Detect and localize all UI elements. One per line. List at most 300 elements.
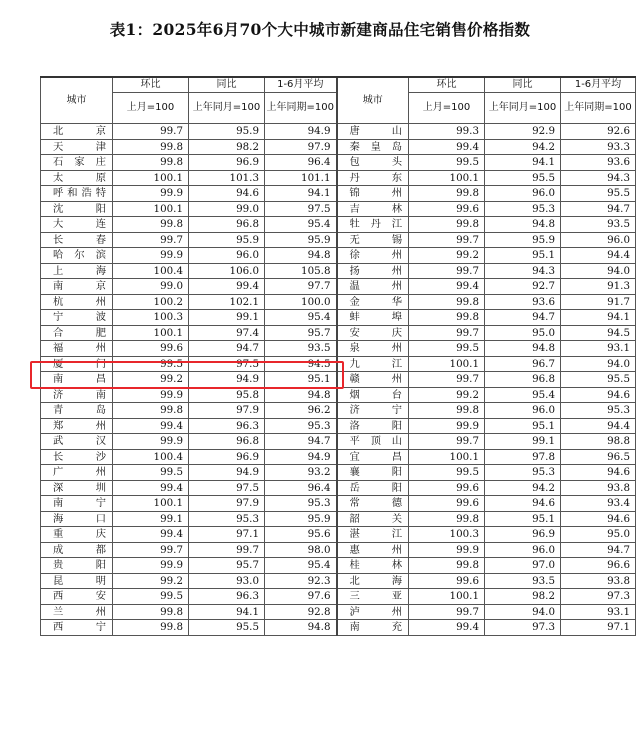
right-avg-cell: 94.4 — [561, 248, 636, 264]
header-avg-base-right: 上年同期=100 — [561, 93, 636, 124]
right-avg-cell: 93.5 — [561, 217, 636, 233]
right-mom-cell: 99.2 — [409, 248, 485, 264]
left-city-cell: 上 海 — [41, 263, 113, 279]
right-yoy-cell: 96.0 — [485, 403, 561, 419]
left-avg-cell: 98.0 — [265, 542, 337, 558]
right-avg-cell: 94.6 — [561, 465, 636, 481]
right-yoy-cell: 94.3 — [485, 263, 561, 279]
right-yoy-cell: 96.8 — [485, 372, 561, 388]
right-mom-cell: 99.8 — [409, 217, 485, 233]
left-avg-cell: 100.0 — [265, 294, 337, 310]
left-yoy-cell: 95.8 — [189, 387, 265, 403]
right-mom-cell: 99.6 — [409, 496, 485, 512]
right-city-cell: 平 顶 山 — [337, 434, 409, 450]
price-index-table — [40, 76, 636, 636]
left-yoy-cell: 93.0 — [189, 573, 265, 589]
left-city-cell: 北 京 — [41, 124, 113, 140]
right-mom-cell: 99.8 — [409, 403, 485, 419]
left-avg-cell: 95.3 — [265, 496, 337, 512]
right-city-cell: 常 德 — [337, 496, 409, 512]
right-city-cell: 包 头 — [337, 155, 409, 171]
left-city-cell: 大 连 — [41, 217, 113, 233]
table-row — [41, 620, 636, 636]
left-avg-cell: 95.9 — [265, 511, 337, 527]
left-yoy-cell: 101.3 — [189, 170, 265, 186]
right-city-cell: 扬 州 — [337, 263, 409, 279]
table-row — [41, 558, 636, 574]
left-yoy-cell: 97.9 — [189, 403, 265, 419]
header-mom-base-right: 上月=100 — [409, 93, 485, 124]
right-mom-cell: 99.4 — [409, 279, 485, 295]
right-mom-cell: 99.4 — [409, 139, 485, 155]
right-city-cell: 徐 州 — [337, 248, 409, 264]
right-mom-cell: 100.1 — [409, 589, 485, 605]
left-city-cell: 成 都 — [41, 542, 113, 558]
left-avg-cell: 97.6 — [265, 589, 337, 605]
right-city-cell: 赣 州 — [337, 372, 409, 388]
left-city-cell: 海 口 — [41, 511, 113, 527]
table-row — [41, 449, 636, 465]
table-row — [41, 527, 636, 543]
left-mom-cell: 99.5 — [113, 356, 189, 372]
right-avg-cell: 93.3 — [561, 139, 636, 155]
left-yoy-cell: 96.3 — [189, 589, 265, 605]
header-yoy-left: 同比 — [189, 77, 265, 93]
right-city-cell: 湛 江 — [337, 527, 409, 543]
right-avg-cell: 98.8 — [561, 434, 636, 450]
right-city-cell: 南 充 — [337, 620, 409, 636]
left-yoy-cell: 96.8 — [189, 217, 265, 233]
left-yoy-cell: 96.8 — [189, 434, 265, 450]
right-yoy-cell: 97.0 — [485, 558, 561, 574]
left-avg-cell: 92.3 — [265, 573, 337, 589]
right-avg-cell: 93.4 — [561, 496, 636, 512]
left-mom-cell: 99.9 — [113, 186, 189, 202]
right-avg-cell: 93.8 — [561, 573, 636, 589]
table-row — [41, 604, 636, 620]
left-mom-cell: 99.5 — [113, 589, 189, 605]
table-row — [41, 403, 636, 419]
right-avg-cell: 95.5 — [561, 372, 636, 388]
left-avg-cell: 96.4 — [265, 480, 337, 496]
left-mom-cell: 99.8 — [113, 620, 189, 636]
right-yoy-cell: 95.1 — [485, 248, 561, 264]
right-avg-cell: 93.6 — [561, 155, 636, 171]
left-avg-cell: 94.8 — [265, 387, 337, 403]
header-yoy-base-left: 上年同月=100 — [189, 93, 265, 124]
right-avg-cell: 97.1 — [561, 620, 636, 636]
right-mom-cell: 99.6 — [409, 201, 485, 217]
right-yoy-cell: 94.8 — [485, 217, 561, 233]
right-avg-cell: 97.3 — [561, 589, 636, 605]
header-city-left: 城市 — [41, 77, 113, 124]
right-mom-cell: 99.6 — [409, 480, 485, 496]
right-yoy-cell: 97.8 — [485, 449, 561, 465]
left-avg-cell: 95.4 — [265, 558, 337, 574]
right-mom-cell: 100.1 — [409, 170, 485, 186]
header-yoy-right: 同比 — [485, 77, 561, 93]
right-mom-cell: 100.3 — [409, 527, 485, 543]
table-row — [41, 341, 636, 357]
left-yoy-cell: 98.2 — [189, 139, 265, 155]
right-city-cell: 唐 山 — [337, 124, 409, 140]
left-city-cell: 厦 门 — [41, 356, 113, 372]
right-yoy-cell: 95.4 — [485, 387, 561, 403]
right-city-cell: 惠 州 — [337, 542, 409, 558]
right-mom-cell: 99.7 — [409, 232, 485, 248]
right-mom-cell: 100.1 — [409, 449, 485, 465]
left-avg-cell: 95.6 — [265, 527, 337, 543]
left-mom-cell: 100.1 — [113, 325, 189, 341]
right-city-cell: 九 江 — [337, 356, 409, 372]
right-yoy-cell: 99.1 — [485, 434, 561, 450]
right-mom-cell: 99.7 — [409, 263, 485, 279]
header-mom-left: 环比 — [113, 77, 189, 93]
right-city-cell: 吉 林 — [337, 201, 409, 217]
right-avg-cell: 94.6 — [561, 387, 636, 403]
table-row — [41, 294, 636, 310]
left-avg-cell: 97.9 — [265, 139, 337, 155]
left-mom-cell: 99.8 — [113, 217, 189, 233]
right-yoy-cell: 96.0 — [485, 542, 561, 558]
right-mom-cell: 99.7 — [409, 372, 485, 388]
left-yoy-cell: 94.9 — [189, 465, 265, 481]
right-city-cell: 蚌 埠 — [337, 310, 409, 326]
left-avg-cell: 94.9 — [265, 124, 337, 140]
table-row — [41, 356, 636, 372]
right-yoy-cell: 96.9 — [485, 527, 561, 543]
left-avg-cell: 94.1 — [265, 186, 337, 202]
left-yoy-cell: 106.0 — [189, 263, 265, 279]
left-avg-cell: 95.4 — [265, 217, 337, 233]
table-row — [41, 372, 636, 388]
right-city-cell: 牡 丹 江 — [337, 217, 409, 233]
page-title: 表1：2025年6月70个大中城市新建商品住宅销售价格指数 — [109, 20, 531, 39]
left-city-cell: 长 沙 — [41, 449, 113, 465]
left-yoy-cell: 102.1 — [189, 294, 265, 310]
left-city-cell: 重 庆 — [41, 527, 113, 543]
table-row — [41, 480, 636, 496]
left-yoy-cell: 94.9 — [189, 372, 265, 388]
left-mom-cell: 99.4 — [113, 480, 189, 496]
table-row — [41, 139, 636, 155]
left-city-cell: 武 汉 — [41, 434, 113, 450]
left-mom-cell: 99.8 — [113, 139, 189, 155]
right-yoy-cell: 94.0 — [485, 604, 561, 620]
left-avg-cell: 97.5 — [265, 201, 337, 217]
left-avg-cell: 94.9 — [265, 449, 337, 465]
table-row — [41, 434, 636, 450]
right-mom-cell: 99.9 — [409, 542, 485, 558]
left-yoy-cell: 97.5 — [189, 356, 265, 372]
left-avg-cell: 94.8 — [265, 248, 337, 264]
right-avg-cell: 95.5 — [561, 186, 636, 202]
left-yoy-cell: 99.7 — [189, 542, 265, 558]
table-row — [41, 573, 636, 589]
left-city-cell: 沈 阳 — [41, 201, 113, 217]
right-mom-cell: 99.5 — [409, 341, 485, 357]
right-yoy-cell: 94.1 — [485, 155, 561, 171]
right-mom-cell: 99.8 — [409, 558, 485, 574]
table-row — [41, 496, 636, 512]
table-row — [41, 279, 636, 295]
left-mom-cell: 99.0 — [113, 279, 189, 295]
table-row — [41, 418, 636, 434]
table-row — [41, 170, 636, 186]
left-avg-cell: 95.3 — [265, 418, 337, 434]
left-mom-cell: 99.7 — [113, 542, 189, 558]
right-city-cell: 安 庆 — [337, 325, 409, 341]
right-avg-cell: 91.3 — [561, 279, 636, 295]
right-yoy-cell: 95.9 — [485, 232, 561, 248]
right-city-cell: 襄 阳 — [337, 465, 409, 481]
right-yoy-cell: 95.3 — [485, 201, 561, 217]
left-city-cell: 郑 州 — [41, 418, 113, 434]
right-city-cell: 金 华 — [337, 294, 409, 310]
header-city-right: 城市 — [337, 77, 409, 124]
left-mom-cell: 100.4 — [113, 449, 189, 465]
left-city-cell: 南 宁 — [41, 496, 113, 512]
right-city-cell: 北 海 — [337, 573, 409, 589]
right-mom-cell: 99.5 — [409, 155, 485, 171]
left-city-cell: 广 州 — [41, 465, 113, 481]
left-city-cell: 福 州 — [41, 341, 113, 357]
left-mom-cell: 99.8 — [113, 403, 189, 419]
right-avg-cell: 94.0 — [561, 263, 636, 279]
right-city-cell: 丹 东 — [337, 170, 409, 186]
right-yoy-cell: 95.1 — [485, 511, 561, 527]
right-avg-cell: 96.0 — [561, 232, 636, 248]
left-avg-cell: 94.8 — [265, 620, 337, 636]
left-mom-cell: 99.2 — [113, 372, 189, 388]
right-city-cell: 济 宁 — [337, 403, 409, 419]
right-avg-cell: 94.7 — [561, 201, 636, 217]
right-mom-cell: 99.8 — [409, 511, 485, 527]
right-city-cell: 温 州 — [337, 279, 409, 295]
left-mom-cell: 99.8 — [113, 155, 189, 171]
right-mom-cell: 99.5 — [409, 465, 485, 481]
right-avg-cell: 94.4 — [561, 418, 636, 434]
left-mom-cell: 99.9 — [113, 387, 189, 403]
left-city-cell: 长 春 — [41, 232, 113, 248]
left-avg-cell: 95.4 — [265, 310, 337, 326]
table-row — [41, 248, 636, 264]
left-city-cell: 合 肥 — [41, 325, 113, 341]
right-yoy-cell: 96.0 — [485, 186, 561, 202]
left-mom-cell: 99.4 — [113, 418, 189, 434]
header-mom-right: 环比 — [409, 77, 485, 93]
left-mom-cell: 99.6 — [113, 341, 189, 357]
table-row — [41, 511, 636, 527]
left-mom-cell: 100.3 — [113, 310, 189, 326]
left-mom-cell: 99.5 — [113, 465, 189, 481]
left-city-cell: 天 津 — [41, 139, 113, 155]
left-yoy-cell: 97.4 — [189, 325, 265, 341]
left-mom-cell: 99.2 — [113, 573, 189, 589]
table-row — [41, 542, 636, 558]
right-avg-cell: 95.3 — [561, 403, 636, 419]
right-avg-cell: 93.1 — [561, 341, 636, 357]
table-row — [41, 155, 636, 171]
right-avg-cell: 92.6 — [561, 124, 636, 140]
right-mom-cell: 99.6 — [409, 573, 485, 589]
right-city-cell: 泉 州 — [337, 341, 409, 357]
left-city-cell: 深 圳 — [41, 480, 113, 496]
right-avg-cell: 94.3 — [561, 170, 636, 186]
right-yoy-cell: 94.7 — [485, 310, 561, 326]
right-avg-cell: 94.5 — [561, 325, 636, 341]
left-avg-cell: 95.1 — [265, 372, 337, 388]
left-mom-cell: 99.4 — [113, 527, 189, 543]
table-row — [41, 589, 636, 605]
left-mom-cell: 99.9 — [113, 434, 189, 450]
left-yoy-cell: 96.3 — [189, 418, 265, 434]
left-yoy-cell: 95.7 — [189, 558, 265, 574]
left-yoy-cell: 96.9 — [189, 155, 265, 171]
right-city-cell: 泸 州 — [337, 604, 409, 620]
left-avg-cell: 105.8 — [265, 263, 337, 279]
right-mom-cell: 99.8 — [409, 310, 485, 326]
header-yoy-base-right: 上年同月=100 — [485, 93, 561, 124]
left-avg-cell: 94.5 — [265, 356, 337, 372]
right-mom-cell: 99.9 — [409, 418, 485, 434]
left-yoy-cell: 96.9 — [189, 449, 265, 465]
table-row — [41, 232, 636, 248]
left-city-cell: 昆 明 — [41, 573, 113, 589]
left-yoy-cell: 94.1 — [189, 604, 265, 620]
right-mom-cell: 99.7 — [409, 325, 485, 341]
right-yoy-cell: 94.8 — [485, 341, 561, 357]
table-row — [41, 325, 636, 341]
right-yoy-cell: 98.2 — [485, 589, 561, 605]
left-city-cell: 兰 州 — [41, 604, 113, 620]
right-mom-cell: 99.2 — [409, 387, 485, 403]
right-yoy-cell: 94.6 — [485, 496, 561, 512]
left-mom-cell: 100.4 — [113, 263, 189, 279]
table-row — [41, 217, 636, 233]
right-city-cell: 宜 昌 — [337, 449, 409, 465]
left-city-cell: 青 岛 — [41, 403, 113, 419]
right-mom-cell: 99.3 — [409, 124, 485, 140]
left-yoy-cell: 95.9 — [189, 124, 265, 140]
left-yoy-cell: 99.0 — [189, 201, 265, 217]
left-yoy-cell: 99.4 — [189, 279, 265, 295]
right-avg-cell: 91.7 — [561, 294, 636, 310]
right-avg-cell: 93.1 — [561, 604, 636, 620]
right-city-cell: 三 亚 — [337, 589, 409, 605]
right-mom-cell: 100.1 — [409, 356, 485, 372]
header-avg-base-left: 上年同期=100 — [265, 93, 337, 124]
left-yoy-cell: 95.3 — [189, 511, 265, 527]
right-city-cell: 桂 林 — [337, 558, 409, 574]
right-yoy-cell: 92.9 — [485, 124, 561, 140]
right-yoy-cell: 92.7 — [485, 279, 561, 295]
header-avg-right: 1-6月平均 — [561, 77, 636, 93]
left-mom-cell: 99.1 — [113, 511, 189, 527]
right-yoy-cell: 96.7 — [485, 356, 561, 372]
left-city-cell: 济 南 — [41, 387, 113, 403]
left-mom-cell: 100.1 — [113, 170, 189, 186]
left-avg-cell: 92.8 — [265, 604, 337, 620]
right-city-cell: 无 锡 — [337, 232, 409, 248]
left-avg-cell: 95.7 — [265, 325, 337, 341]
right-city-cell: 洛 阳 — [337, 418, 409, 434]
right-avg-cell: 95.0 — [561, 527, 636, 543]
left-yoy-cell: 97.5 — [189, 480, 265, 496]
table-row — [41, 387, 636, 403]
left-avg-cell: 97.7 — [265, 279, 337, 295]
left-mom-cell: 99.9 — [113, 558, 189, 574]
table-row — [41, 124, 636, 140]
left-yoy-cell: 95.5 — [189, 620, 265, 636]
right-avg-cell: 93.8 — [561, 480, 636, 496]
right-yoy-cell: 93.6 — [485, 294, 561, 310]
header-avg-left: 1-6月平均 — [265, 77, 337, 93]
right-city-cell: 烟 台 — [337, 387, 409, 403]
right-mom-cell: 99.7 — [409, 434, 485, 450]
left-city-cell: 南 京 — [41, 279, 113, 295]
table-row — [41, 310, 636, 326]
left-city-cell: 西 宁 — [41, 620, 113, 636]
right-yoy-cell: 94.2 — [485, 480, 561, 496]
left-avg-cell: 95.9 — [265, 232, 337, 248]
right-city-cell: 岳 阳 — [337, 480, 409, 496]
left-avg-cell: 93.2 — [265, 465, 337, 481]
left-city-cell: 杭 州 — [41, 294, 113, 310]
left-mom-cell: 99.8 — [113, 604, 189, 620]
left-city-cell: 哈 尔 滨 — [41, 248, 113, 264]
left-avg-cell: 101.1 — [265, 170, 337, 186]
right-mom-cell: 99.8 — [409, 186, 485, 202]
left-mom-cell: 99.7 — [113, 232, 189, 248]
left-avg-cell: 93.5 — [265, 341, 337, 357]
right-yoy-cell: 93.5 — [485, 573, 561, 589]
table-row — [41, 465, 636, 481]
left-avg-cell: 94.7 — [265, 434, 337, 450]
right-avg-cell: 96.5 — [561, 449, 636, 465]
left-mom-cell: 99.9 — [113, 248, 189, 264]
left-city-cell: 石 家 庄 — [41, 155, 113, 171]
left-yoy-cell: 97.9 — [189, 496, 265, 512]
left-yoy-cell: 95.9 — [189, 232, 265, 248]
right-city-cell: 锦 州 — [337, 186, 409, 202]
right-yoy-cell: 97.3 — [485, 620, 561, 636]
right-yoy-cell: 95.3 — [485, 465, 561, 481]
left-city-cell: 西 安 — [41, 589, 113, 605]
left-yoy-cell: 94.6 — [189, 186, 265, 202]
left-yoy-cell: 97.1 — [189, 527, 265, 543]
left-city-cell: 南 昌 — [41, 372, 113, 388]
right-mom-cell: 99.7 — [409, 604, 485, 620]
right-avg-cell: 94.7 — [561, 542, 636, 558]
left-mom-cell: 100.2 — [113, 294, 189, 310]
left-city-cell: 太 原 — [41, 170, 113, 186]
left-city-cell: 贵 阳 — [41, 558, 113, 574]
left-city-cell: 宁 波 — [41, 310, 113, 326]
right-mom-cell: 99.4 — [409, 620, 485, 636]
right-yoy-cell: 94.2 — [485, 139, 561, 155]
right-yoy-cell: 95.1 — [485, 418, 561, 434]
left-mom-cell: 99.7 — [113, 124, 189, 140]
table-row — [41, 263, 636, 279]
header-mom-base-left: 上月=100 — [113, 93, 189, 124]
left-mom-cell: 100.1 — [113, 496, 189, 512]
table-body — [41, 124, 636, 636]
left-avg-cell: 96.4 — [265, 155, 337, 171]
right-mom-cell: 99.8 — [409, 294, 485, 310]
left-yoy-cell: 94.7 — [189, 341, 265, 357]
right-avg-cell: 94.6 — [561, 511, 636, 527]
